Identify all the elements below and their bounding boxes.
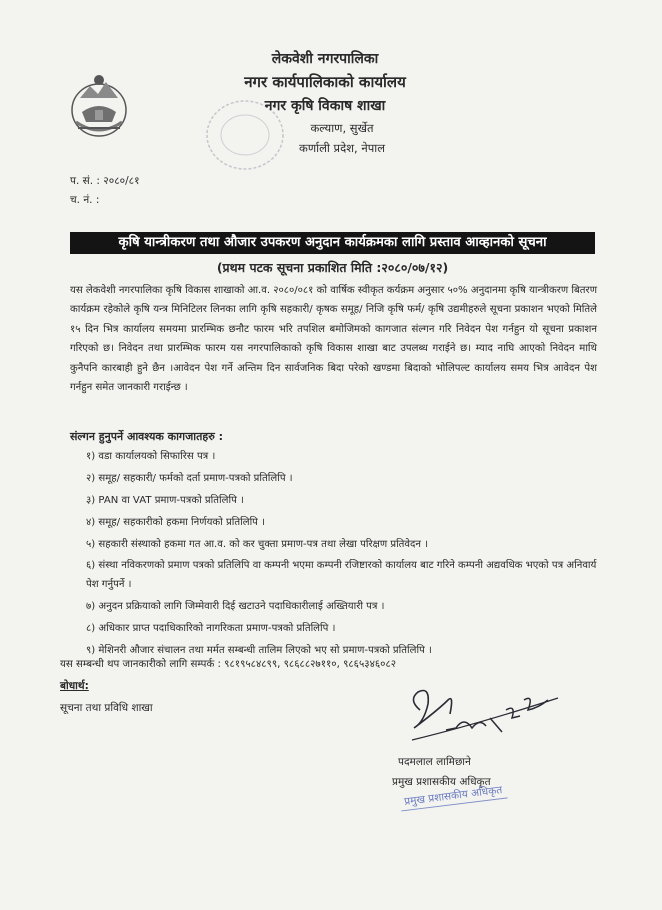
- cc-label: बोधार्थ:: [60, 680, 89, 692]
- list-item: ५) सहकारी संस्थाको हकमा गत आ.व. को कर चुक्ता प्रमाण-पत्र तथा लेखा परिक्षण प्रतिवेदन ।: [86, 539, 429, 550]
- required-docs-heading: संल्गन हुनुपर्ने आवश्यक कागजातहरु :: [70, 430, 224, 443]
- notice-title: कृषि यान्त्रीकरण तथा औजार उपकरण अनुदान कार्यक्रमका लागि प्रस्ताव आव्हानको सूचना: [70, 232, 595, 254]
- office-name: नगर कार्यपालिकाको कार्यालय: [244, 73, 406, 91]
- list-item: ६) संस्था नविकरणको प्रमाण पत्रको प्रतिलिपि वा कम्पनी भएमा कम्पनी रजिष्टारको कार्यालय बाट गरिने कम्पनी अद्यवधिक भएको पत्र अनिवार्य पेश गर्नुपर्ने ।: [86, 560, 597, 590]
- list-item: ७) अनुदन प्रक्रियाको लागि जिम्मेवारी दिई खटाउने पदाधिकारीलाई अख्तियारी पत्र ।: [86, 601, 385, 612]
- cc-department: सूचना तथा प्रविधि शाखा: [60, 702, 153, 714]
- signer-name: पदमलाल लामिछाने: [398, 756, 471, 768]
- list-item: ४) समूह/ सहकारीको हकमा निर्णयको प्रतिलिपि ।: [86, 517, 265, 528]
- official-stamp: प्रमुख प्रशासकीय अधिकृत: [399, 782, 507, 812]
- municipality-name: लेकवेशी नगरपालिका: [271, 51, 379, 67]
- list-item: ९) मेशिनरी औजार संचालन तथा मर्मत सम्बन्धी तालिम लिएको भए सो प्रमाण-पत्रको प्रतिलिपि ।: [86, 645, 432, 656]
- reference-numbers: [70, 172, 140, 210]
- office-header: [210, 48, 440, 158]
- section-name: नगर कृषि विकाष शाखा: [264, 98, 386, 114]
- list-item: ८) अधिकार प्राप्त पदाधिकारिको नागरिकता प्रमाण-पत्रको प्रतिलिपि ।: [86, 623, 336, 634]
- list-item: ३) PAN वा VAT प्रमाण-पत्रको प्रतिलिपि ।: [86, 495, 244, 506]
- list-item: १) वडा कार्यालयको सिफारिस पत्र ।: [86, 451, 216, 462]
- nepal-emblem-icon: [68, 72, 130, 140]
- dispatch-number: च. नं. :: [70, 194, 100, 206]
- notice-body: यस लेकवेशी नगरपालिका कृषि विकास शाखाको आ.व. २०८०/०८१ को वार्षिक स्वीकृत कर्यक्रम अनुसार ५०% अनुदानमा कृषि यान्त्रीकरण बितरण कार्यक्रम रहेकोले कृषि यन्त्र मिनिटिलर लिनका लागि कृषि सहकारी/ कृषक समूह/ निजि कृषि फर्म/ कृषि उद्यमीहरुले सूचना प्रकाशन भएको मितिले १५ दिन भित्र कार्यालय समयमा प्रारम्भिक छनौट फारम भरि तपशिल बमोजिमको कागजात संल्गन गरि निवेदन पेश गर्नहुन यो सूचना प्रकाशन गरिएको छ। निवेदन तथा प्रारम्भिक फारम यस नगरपालिकाको कृषि विकास शाखा बाट उपलब्ध गराईने छ। म्याद नाघि आएको निवेदन माथि कुनैपनि कारबाही हुने छैन ।आवेदन पेश गर्ने अन्तिम दिन सार्वजनिक बिदा परेको खण्डमा बिदाको भोलिपल्ट कार्यालय समय भित्र आवेदन पेश गर्नहुन समेत जानकारी गराईन्छ ।: [70, 285, 597, 394]
- signer-title: प्रमुख प्रशासकीय अधिकृत: [392, 776, 491, 788]
- list-item: २) समूह/ सहकारी/ फर्मको दर्ता प्रमाण-पत्रको प्रतिलिपि ।: [86, 473, 293, 484]
- office-province: कर्णाली प्रदेश, नेपाल: [298, 141, 386, 155]
- office-location: कल्याण, सुर्खेत: [310, 121, 374, 135]
- publication-date: (प्रथम पटक सूचना प्रकाशित मिति :२०८०/०७/१२): [216, 260, 449, 275]
- contact-info: यस सम्बन्धी थप जानकारीको लागि सम्पर्क : ९८१९५८४८९९, ९८६८८२७११०, ९८६५३४६०८२: [60, 659, 397, 670]
- letter-number: प. सं. : २०८०/८१: [70, 175, 140, 187]
- required-docs-list: [86, 446, 606, 662]
- handwritten-signature-icon: [398, 670, 568, 752]
